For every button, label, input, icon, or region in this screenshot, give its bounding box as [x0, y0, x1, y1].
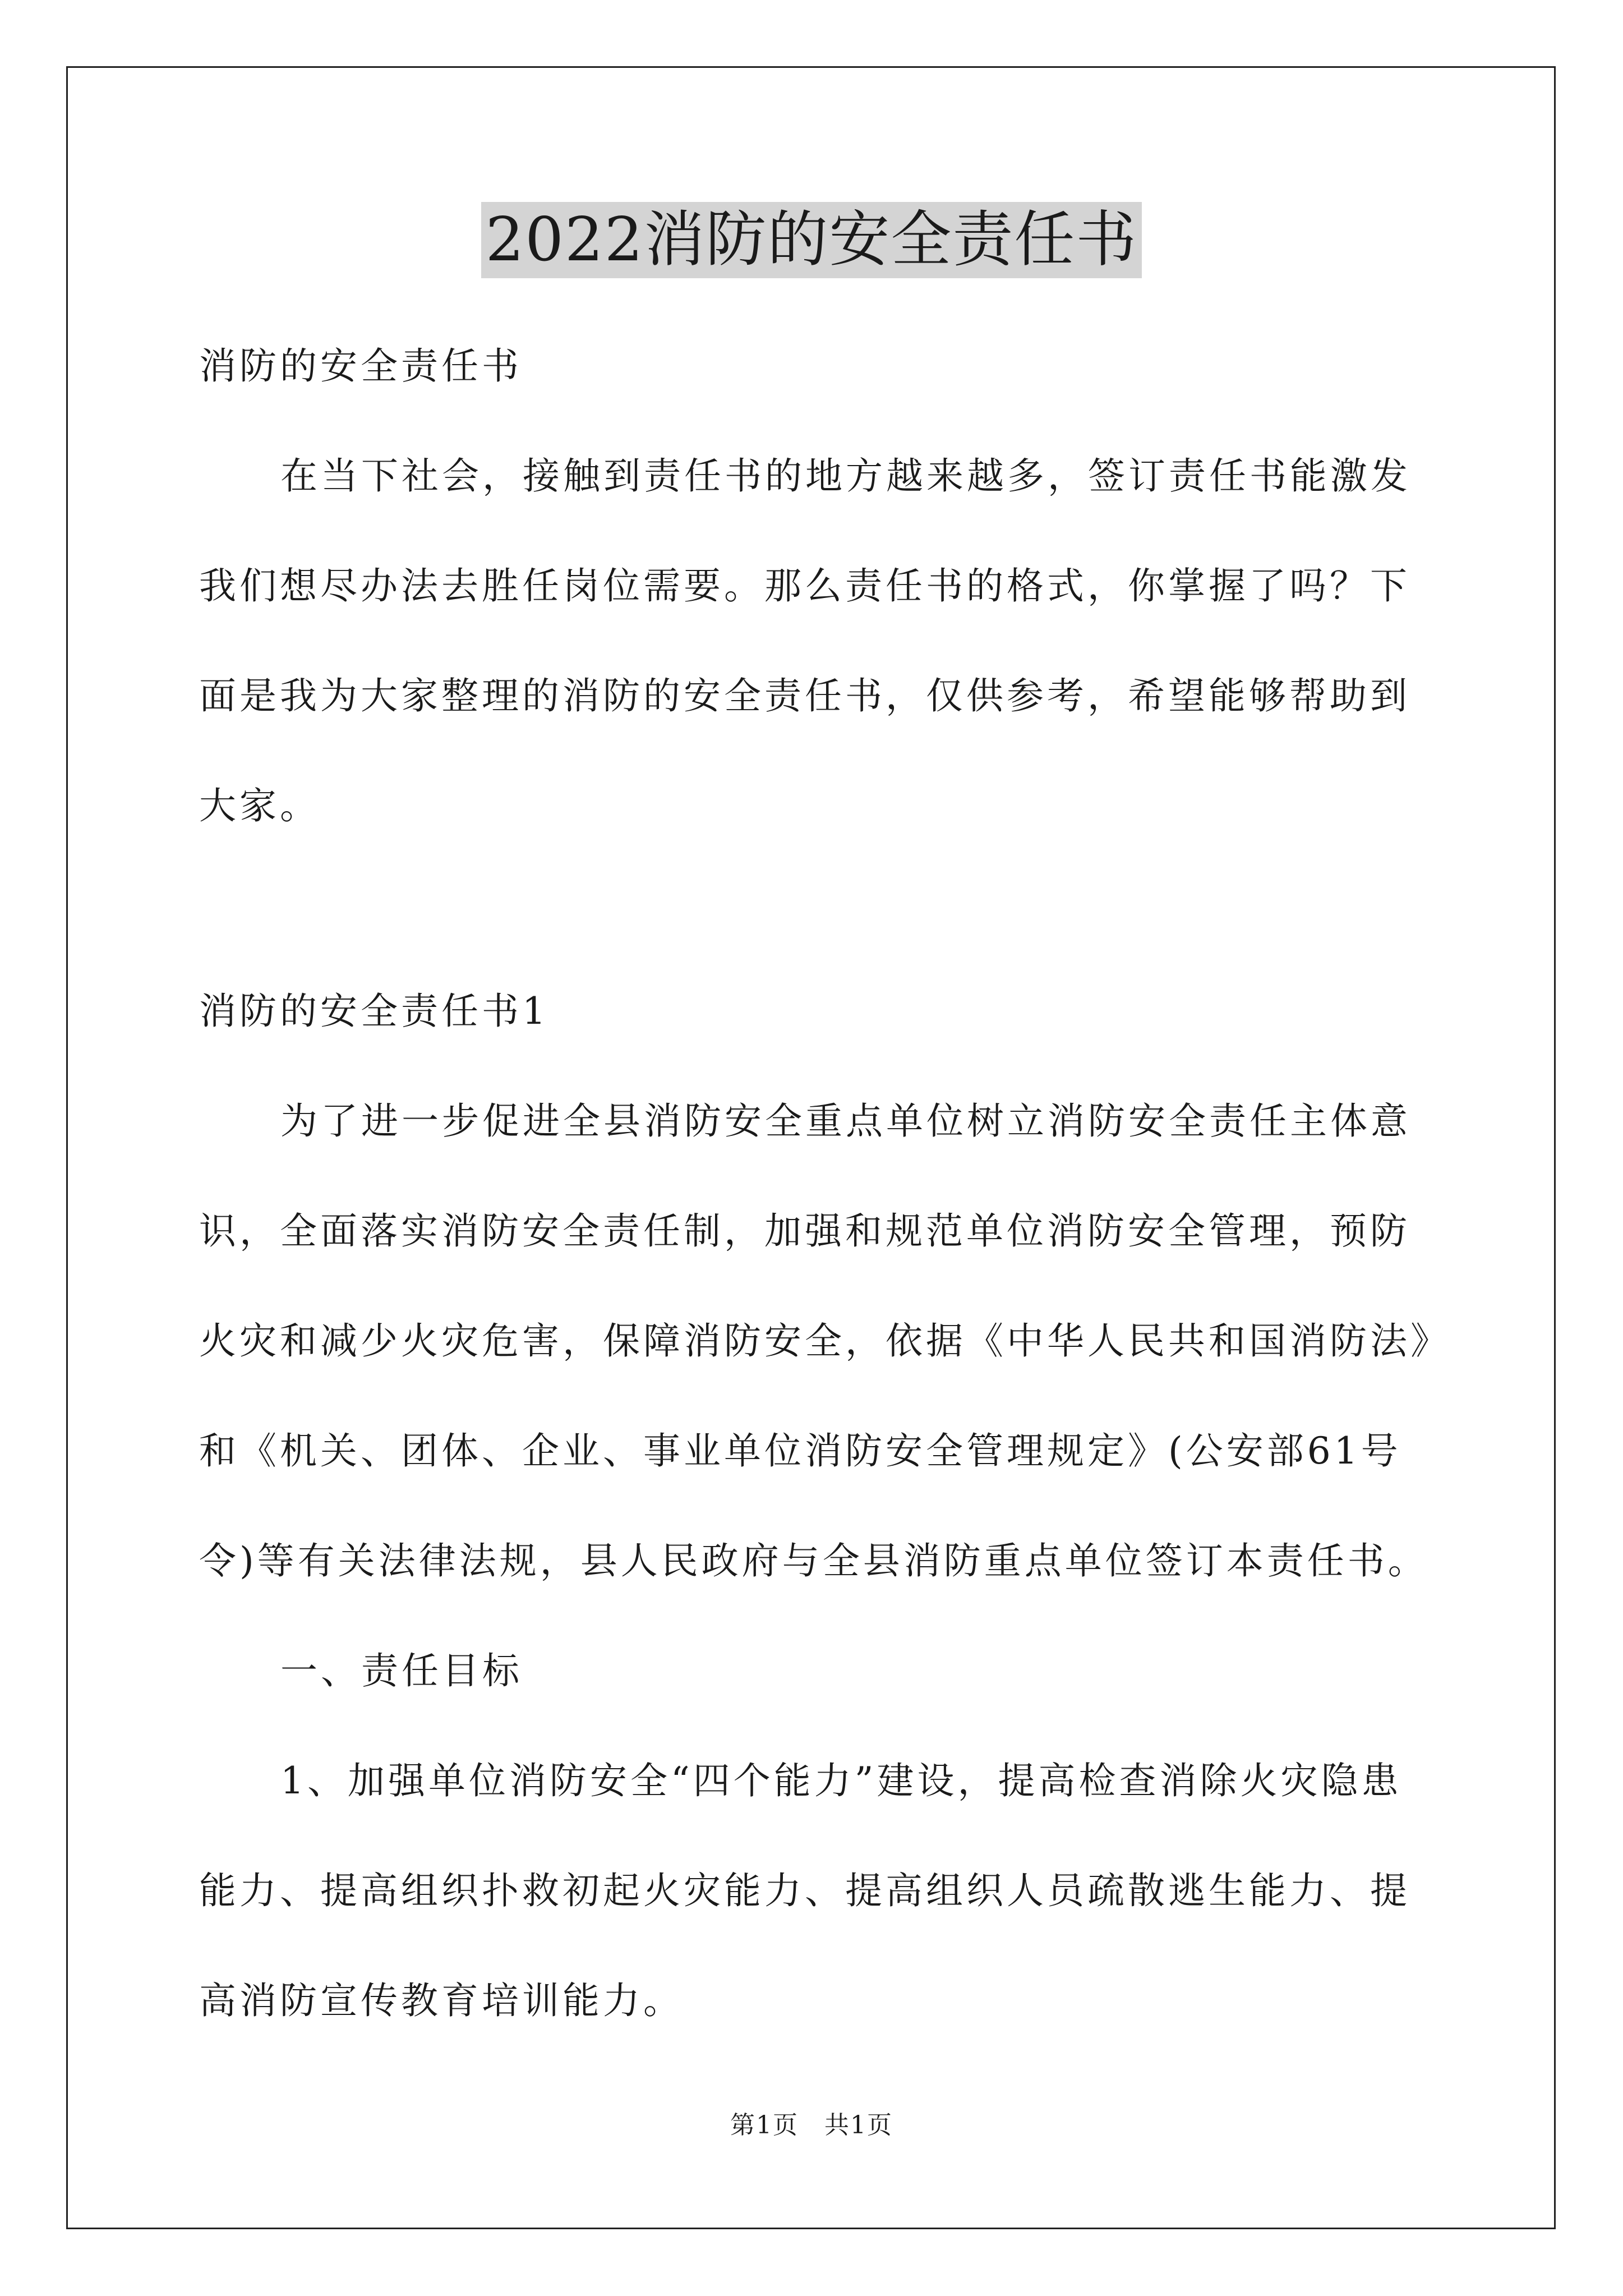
document-body	[199, 311, 1451, 2056]
section-heading: 消防的安全责任书1	[199, 990, 549, 1033]
subtitle-line: 消防的安全责任书	[199, 344, 522, 388]
intro-line-3: 面是我为大家整理的消防的安全责任书，仅供参考，希望能够帮助到	[199, 674, 1410, 717]
subsection-heading: 一、责任目标	[280, 1649, 523, 1692]
intro-line-1: 在当下社会，接触到责任书的地方越来越多，签订责任书能激发	[280, 454, 1411, 498]
body-line-5: 令)等有关法律法规，县人民政府与全县消防重点单位签订本责任书。	[199, 1539, 1428, 1582]
body-line-1: 为了进一步促进全县消防安全重点单位树立消防安全责任主体意	[280, 1099, 1411, 1143]
section-gap	[199, 861, 1433, 956]
item-line-2: 能力、提高组织扑救初起火灾能力、提高组织人员疏散逃生能力、提	[199, 1869, 1410, 1912]
item-line-3: 高消防宣传教育培训能力。	[199, 1979, 684, 2022]
body-line-4: 和《机关、团体、企业、事业单位消防安全管理规定》(公安部61号	[199, 1429, 1401, 1473]
page-footer: 第1页 共1页	[730, 2111, 893, 2139]
item-line-1: 1、加强单位消防安全“四个能力”建设，提高检查消除火灾隐患	[280, 1759, 1402, 1802]
body-line-2: 识，全面落实消防安全责任制，加强和规范单位消防安全管理，预防	[199, 1209, 1410, 1253]
body-line-3: 火灾和减少火灾危害，保障消防安全，依据《中华人民共和国消防法》	[199, 1319, 1451, 1363]
document-title: 2022消防的安全责任书	[481, 202, 1142, 278]
intro-line-2: 我们想尽办法去胜任岗位需要。那么责任书的格式，你掌握了吗？下	[199, 564, 1410, 608]
title-wrap	[0, 202, 1623, 278]
intro-line-4: 大家。	[199, 784, 320, 827]
